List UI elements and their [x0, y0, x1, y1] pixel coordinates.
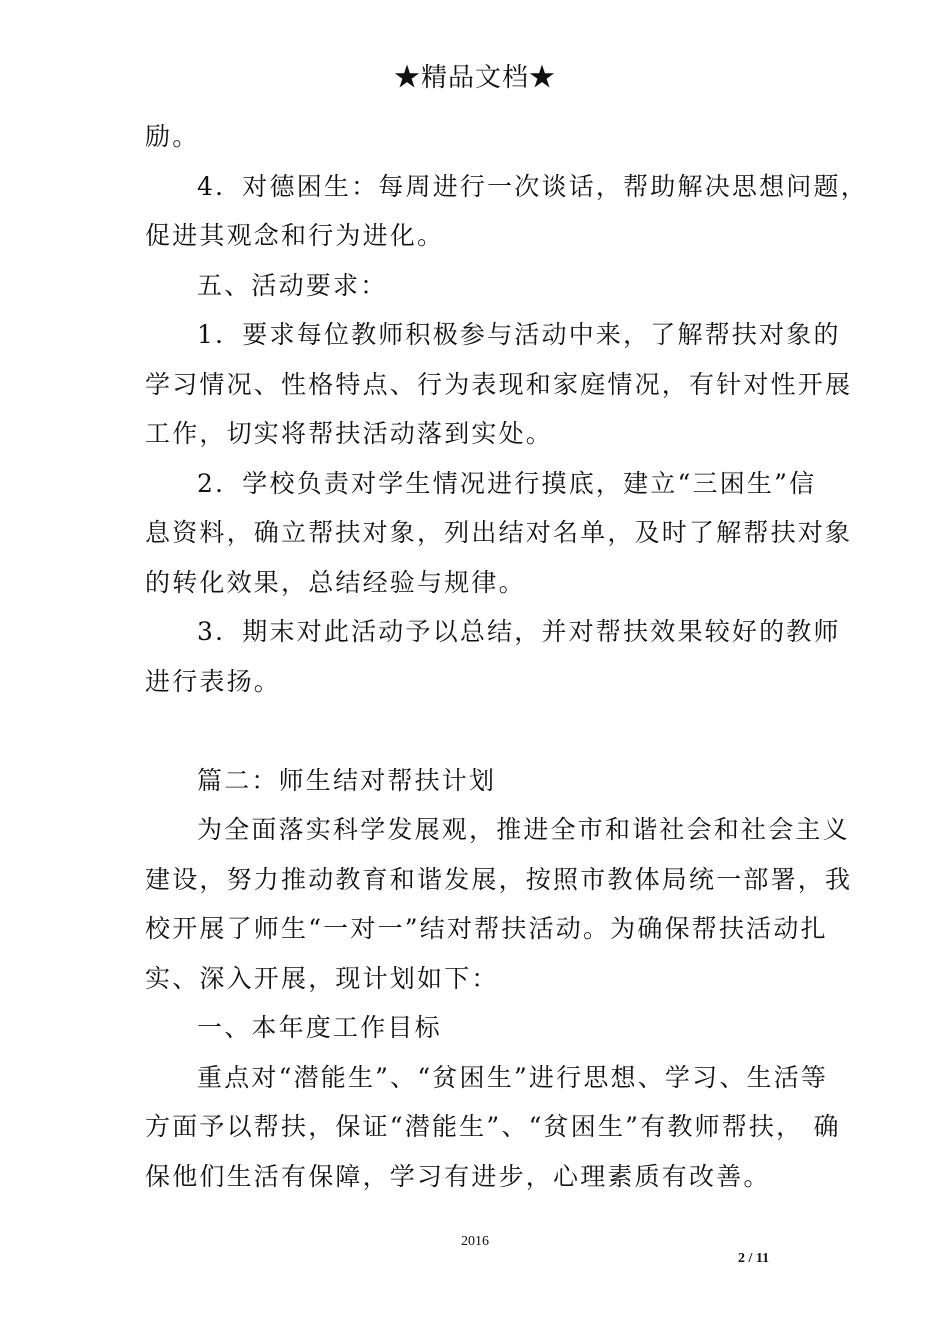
paragraph-line: 4．对德困生：每周进行一次谈话，帮助解决思想问题， [197, 171, 868, 201]
paragraph-line: 的转化效果，总结经验与规律。 [145, 567, 526, 597]
paragraph-line: 息资料，确立帮扶对象，列出结对名单，及时了解帮扶对象 [145, 518, 853, 547]
paragraph-line: 为全面落实科学发展观，推进全市和谐社会和社会主义 [197, 815, 850, 844]
document-body [145, 112, 868, 1201]
blank-line [145, 706, 810, 756]
paragraph-line: 建设，努力推动教育和谐发展，按照市教体局统一部署，我 [145, 864, 853, 894]
paragraph-line: 校开展了师生“一对一”结对帮扶活动。为确保帮扶活动扎 [145, 914, 828, 943]
paragraph-line: 励。 [145, 122, 200, 151]
paragraph-line: 2．学校负责对学生情况进行摸底，建立“三困生”信 [197, 468, 817, 498]
section-heading: 一、本年度工作目标 [197, 1013, 442, 1042]
paragraph-line: 学习情况、性格特点、行为表现和家庭情况，有针对性开展 [145, 369, 853, 399]
paragraph-line: 工作，切实将帮扶活动落到实处。 [145, 419, 554, 448]
footer-year: 2016 [461, 1234, 489, 1249]
paragraph-line: 进行表扬。 [145, 666, 282, 696]
document-header-title: ★精品文档★ [393, 63, 556, 93]
section-heading: 五、活动要求： [197, 270, 388, 300]
paragraph-line: 重点对“潜能生”、“贫困生”进行思想、学习、生活等 [197, 1062, 829, 1092]
article-heading: 篇二：师生结对帮扶计划 [197, 765, 497, 795]
paragraph-line: 1．要求每位教师积极参与活动中来，了解帮扶对象的 [197, 320, 841, 349]
page-number: 2 / 11 [738, 1251, 770, 1266]
paragraph-line: 实、深入开展，现计划如下： [145, 963, 499, 993]
paragraph-line: 方面予以帮扶，保证“潜能生”、“贫困生”有教师帮扶， 确 [145, 1112, 841, 1141]
paragraph-line: 保他们生活有保障，学习有进步，心理素质有改善。 [145, 1161, 771, 1191]
paragraph-line: 3．期末对此活动予以总结，并对帮扶效果较好的教师 [197, 617, 841, 646]
paragraph-line: 促进其观念和行为进化。 [145, 221, 445, 250]
